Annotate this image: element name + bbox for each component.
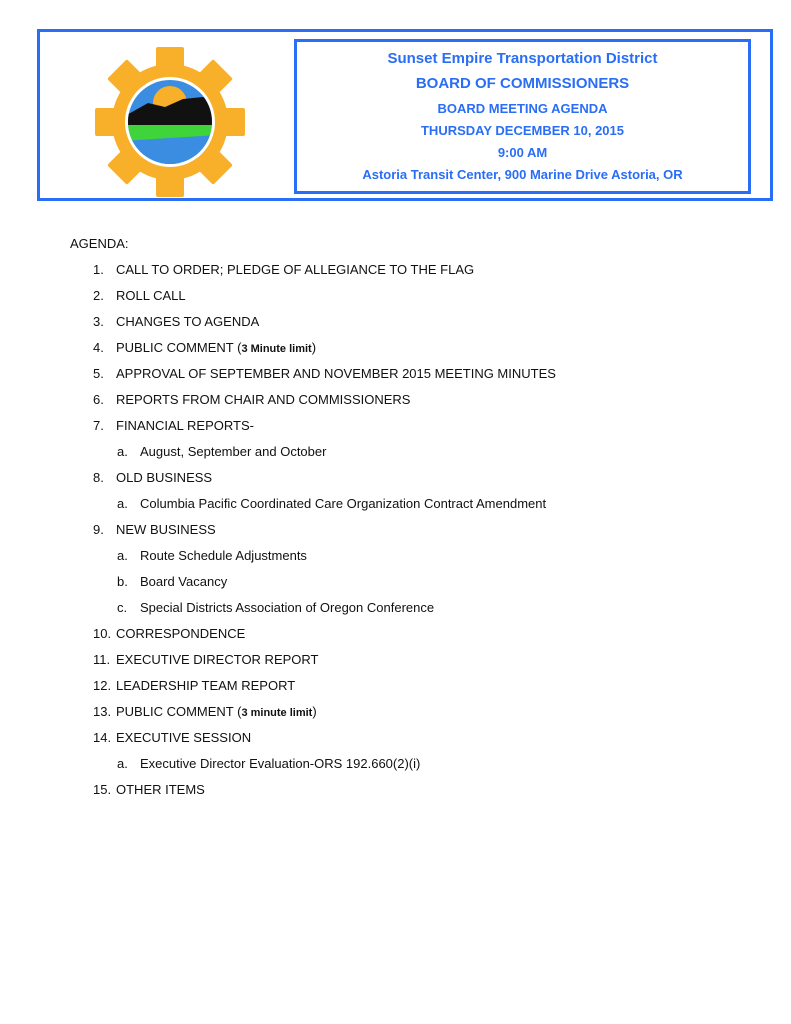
- agenda-item-number: 6.: [93, 392, 104, 407]
- agenda-item-note: 3 Minute limit: [241, 343, 312, 355]
- agenda-subitem: [0, 496, 791, 522]
- agenda-item-number: 7.: [93, 418, 104, 433]
- agenda-item: [0, 782, 791, 808]
- agenda-subitem: [0, 548, 791, 574]
- agenda-subitem-text: August, September and October: [140, 444, 327, 459]
- agenda-item: [0, 418, 791, 444]
- agenda-item: [0, 704, 791, 730]
- gear-sunset-landscape-logo-icon: [93, 45, 248, 197]
- agenda-subitem-text: Board Vacancy: [140, 574, 228, 589]
- board-name: BOARD OF COMMISSIONERS: [415, 75, 630, 92]
- agenda-subitem-text: Special Districts Association of Oregon Conference: [140, 600, 435, 615]
- meeting-date: THURSDAY DECEMBER 10, 2015: [420, 123, 625, 138]
- agenda-item: [0, 470, 791, 496]
- agenda-subitem-letter: a.: [117, 496, 128, 511]
- agenda-subitem: [0, 756, 791, 782]
- agenda-item-text: REPORTS FROM CHAIR AND COMMISSIONERS: [116, 392, 411, 407]
- agenda-item-text: NEW BUSINESS: [116, 522, 216, 537]
- agenda-item: [0, 730, 791, 756]
- meeting-location: Astoria Transit Center, 900 Marine Drive Astoria, OR: [362, 167, 683, 182]
- agenda-item-text: PUBLIC COMMENT (3 minute limit): [116, 704, 317, 719]
- agenda-subitem: [0, 600, 791, 626]
- agenda-subitem-text: Executive Director Evaluation-ORS 192.660(2)(i): [140, 756, 421, 771]
- agenda-subitem: [0, 574, 791, 600]
- agenda-subitem-letter: a.: [117, 444, 128, 459]
- agenda-item-text: EXECUTIVE SESSION: [116, 730, 252, 745]
- agenda-subitem-letter: a.: [117, 548, 128, 563]
- agenda-item-text: OTHER ITEMS: [116, 782, 205, 797]
- agenda-heading: AGENDA:: [70, 236, 129, 251]
- agenda-item-text: PUBLIC COMMENT (3 Minute limit): [116, 340, 317, 355]
- agenda-item-text: CALL TO ORDER; PLEDGE OF ALLEGIANCE TO THE FLAG: [116, 262, 475, 277]
- agenda-item-number: 8.: [93, 470, 104, 485]
- agenda-item-number: 2.: [93, 288, 104, 303]
- document-type: BOARD MEETING AGENDA: [437, 101, 608, 116]
- agenda-item-number: 1.: [93, 262, 104, 277]
- agenda-item-text: OLD BUSINESS: [116, 470, 213, 485]
- agenda-item-text: FINANCIAL REPORTS-: [116, 418, 254, 433]
- agenda-item-number: 15.: [93, 782, 112, 797]
- agenda-item-text: CORRESPONDENCE: [116, 626, 246, 641]
- agenda-item-number: 11.: [93, 652, 111, 667]
- agenda-item-number: 13.: [93, 704, 112, 719]
- agenda-item: [0, 262, 791, 288]
- agenda-item-number: 5.: [93, 366, 104, 381]
- meeting-info-box: [294, 39, 751, 194]
- agenda-subitem: [0, 444, 791, 470]
- agenda-item-text: ROLL CALL: [116, 288, 186, 303]
- agenda-item: [0, 652, 791, 678]
- agenda-item-text: EXECUTIVE DIRECTOR REPORT: [116, 652, 319, 667]
- agenda-item: [0, 392, 791, 418]
- agenda-item-text: CHANGES TO AGENDA: [116, 314, 260, 329]
- agenda-item-number: 9.: [93, 522, 104, 537]
- agenda-item-number: 10.: [93, 626, 112, 641]
- agenda-item: [0, 626, 791, 652]
- agenda-item-text: APPROVAL OF SEPTEMBER AND NOVEMBER 2015 MEETING MINUTES: [116, 366, 556, 381]
- agenda-subitem-letter: a.: [117, 756, 128, 771]
- agenda-item-number: 3.: [93, 314, 104, 329]
- agenda-item: [0, 366, 791, 392]
- agenda-item: [0, 288, 791, 314]
- agenda-subitem-text: Columbia Pacific Coordinated Care Organization Contract Amendment: [140, 496, 547, 511]
- agenda-item-number: 12.: [93, 678, 112, 693]
- agenda-subitem-text: Route Schedule Adjustments: [140, 548, 307, 563]
- agenda-item: [0, 314, 791, 340]
- agenda-list: [0, 262, 791, 808]
- agenda-item: [0, 340, 791, 366]
- agenda-item: [0, 678, 791, 704]
- agenda-subitem-letter: c.: [117, 600, 128, 615]
- agenda-item-note: 3 minute limit: [241, 707, 313, 719]
- agenda-item-text: LEADERSHIP TEAM REPORT: [116, 678, 296, 693]
- agenda-subitem-letter: b.: [117, 574, 128, 589]
- agenda-item: [0, 522, 791, 548]
- agenda-item-number: 4.: [93, 340, 104, 355]
- agenda-item-number: 14.: [93, 730, 112, 745]
- meeting-time: 9:00 AM: [497, 145, 548, 160]
- organization-name: Sunset Empire Transportation District: [387, 50, 658, 67]
